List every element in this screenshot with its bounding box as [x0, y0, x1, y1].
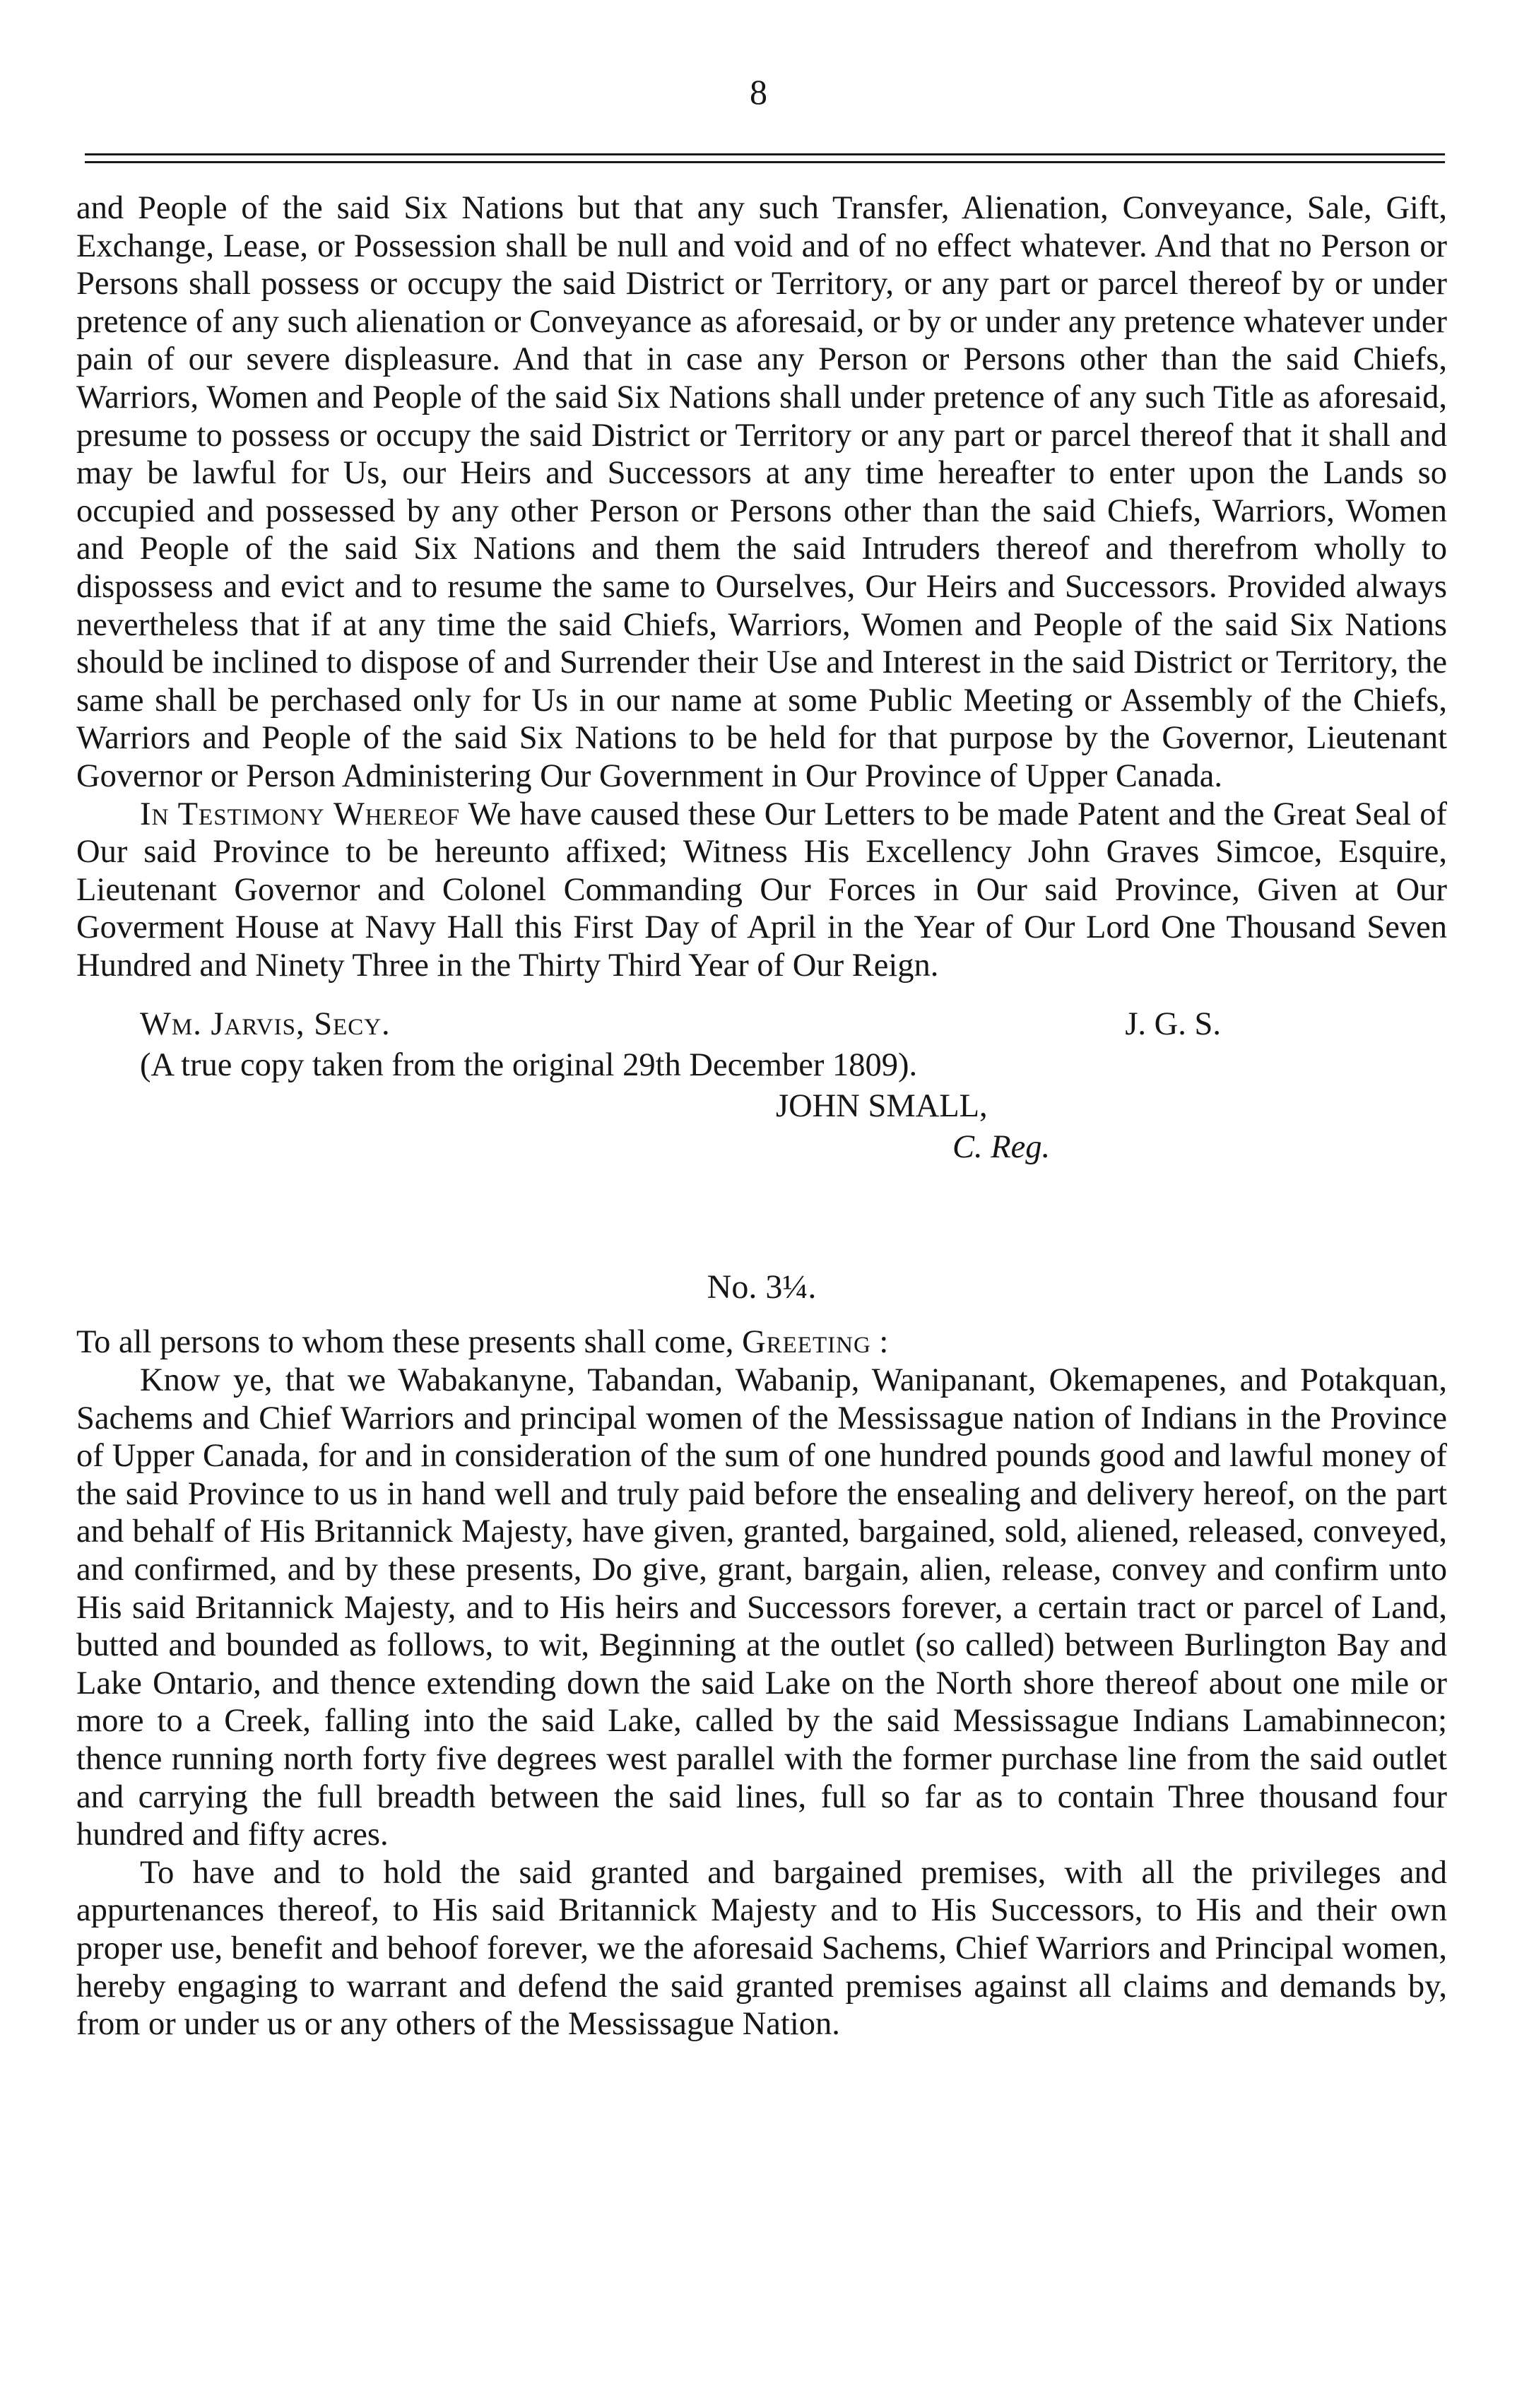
clerk-title: C. Reg.	[952, 1129, 1051, 1166]
habendum-paragraph: To have and to hold the said granted and bargained premises, with all the privileges and appurtenances thereof, to His said Britannick Majesty and to His Successors, to His and their own proper use, benefit and behoof forever, we the aforesaid Sachems, Chief Warriors and Principal women, hereby engaging to warrant and defend the said granted premises against all claims and demands by, from or under us or any others of the Messissague Nation.	[76, 1854, 1447, 2043]
deed-paragraph: Know ye, that we Wabakanyne, Tabandan, Wabanip, Wanipanant, Okemapenes, and Potakquan, Sachems and Chief Warriors and principal women of the Messissague nation of Indians in the Province of Upper Canada, for and in consideration of the sum of one hundred pounds good and lawful money of the said Province to us in hand well and truly paid before the ensealing and delivery hereof, on the part and behalf of His Britannick Majesty, have given, granted, bargained, sold, aliened, released, conveyed, and confirmed, and by these presents, Do give, grant, bargain, alien, release, convey and confirm unto His said Britannick Majesty, and to His heirs and Successors forever, a certain tract or parcel of Land, butted and bounded as follows, to wit, Beginning at the outlet (so called) between Burlington Bay and Lake Ontario, and thence extending down the said Lake on the North shore thereof about one mile or more to a Creek, falling into the said Lake, called by the said Messissague Indians Lamabinnecon; thence running north forty five degrees west parallel with the former purchase line from the said outlet and carrying the full breadth between the said lines, full so far as to contain Three thousand four hundred and fifty acres.	[76, 1362, 1447, 1853]
governor-initials: J. G. S.	[1125, 1006, 1221, 1043]
salutation-end: :	[870, 1324, 889, 1361]
patent-continuation-paragraph: and People of the said Six Nations but that any such Transfer, Alienation, Conveyance, Sale, Gift, Exchange, Lease, or Possession shall be null and void and of no effect whatever. And that no Person or Persons shall possess or occupy the said District or Territory, or any part or parcel thereof by or under pretence of any such alienation or Conveyance as aforesaid, or by or under any pretence whatever under pain of our severe displeasure. And that in case any Person or Persons other than the said Chiefs, Warriors, Women and People of the said Six Nations shall under pretence of any such Title as aforesaid, presume to possess or occupy the said District or Territory or any part or parcel thereof that it shall and may be lawful for Us, our Heirs and Successors at any time hereafter to enter upon the Lands so occupied and possessed by any other Person or Persons other than the said Chiefs, Warriors, Women and People of the said Six Nations and them the said Intruders thereof and therefrom wholly to dispossess and evict and to resume the same to Ourselves, Our Heirs and Successors. Provided always nevertheless that if at any time the said Chiefs, Warriors, Women and People of the said Six Nations should be inclined to dispose of and Surrender their Use and Interest in the said District or Territory, the same shall be perchased only for Us in our name at some Public Meeting or Assembly of the Chiefs, Warriors and People of the said Six Nations to be held for that purpose by the Governor, Lieutenant Governor or Person Administering Our Government in Our Province of Upper Canada.	[76, 190, 1447, 794]
secretary-signature: Wm. Jarvis, Secy.	[140, 1006, 391, 1043]
header-rule-top	[85, 153, 1445, 155]
testimony-text: We have caused these Our Letters to be made Patent and the Great Seal of Our said Province to be hereunto affixed; Witness His Excellency John Graves Simcoe, Esquire, Lieutenant Governor and Colonel Commanding Our Forces in Our said Province, Given at Our Goverment House at Navy Hall this First Day of April in the Year of Our Lord One Thousand Seven Hundred and Ninety Three in the Thirty Third Year of Our Reign.	[76, 796, 1447, 984]
header-rule-bottom	[85, 161, 1445, 163]
testimony-lead: In Testimony Whereof	[140, 796, 461, 832]
document-number: No. 3¼.	[707, 1268, 817, 1306]
salutation-lead: To all persons to whom these presents shall come,	[76, 1324, 743, 1361]
signature-row	[76, 1005, 1447, 1046]
salutation	[76, 1323, 1447, 1362]
true-copy-note: (A true copy taken from the original 29th December 1809).	[140, 1047, 918, 1084]
greeting-word: Greeting	[742, 1324, 871, 1361]
clerk-name: JOHN SMALL,	[776, 1088, 988, 1125]
testimony-paragraph	[76, 796, 1447, 985]
page-number: 8	[750, 72, 767, 112]
document-body	[76, 189, 1447, 2043]
